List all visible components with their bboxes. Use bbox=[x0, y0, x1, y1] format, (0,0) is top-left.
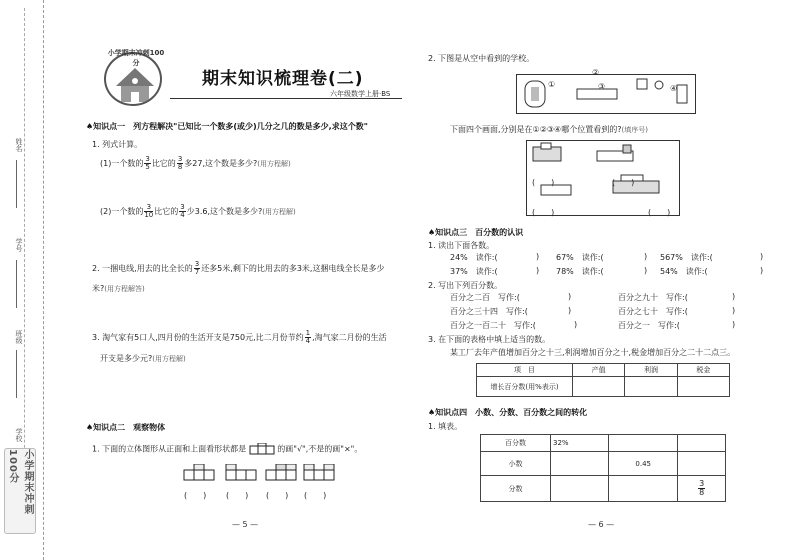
table-header-cell: 税金 bbox=[677, 364, 729, 377]
read-item: 54% 读作:( bbox=[660, 267, 708, 276]
table-header-cell: 产值 bbox=[573, 364, 625, 377]
answer-blank[interactable]: ) bbox=[568, 306, 572, 315]
map-label-1: ① bbox=[548, 80, 556, 89]
q1-intro: 1. 列式计算。 bbox=[92, 140, 143, 149]
class-label: 班级 bbox=[15, 330, 23, 344]
page-subtitle: 六年级数学上册·BS bbox=[330, 90, 391, 98]
table-row bbox=[481, 435, 726, 452]
cube-figure-3-icon bbox=[262, 464, 302, 488]
section-1-title: ♠知识点一 列方程解决"已知比一个数多(或少)几分之几的数是多少,求这个数" bbox=[86, 122, 368, 131]
map-label-2: ② bbox=[592, 68, 600, 77]
title-rule bbox=[170, 98, 402, 99]
page-number-left: — 5 — bbox=[232, 520, 259, 529]
s3-q3-text: 某工厂去年产值增加百分之十三,利润增加百分之十,税金增加百分之二十二点三。 bbox=[450, 348, 736, 357]
answer-blank[interactable]: ( ) bbox=[532, 178, 555, 187]
q3-line2: 开支是多少元?(用方程解) bbox=[100, 354, 186, 363]
read-item: 37% 读作:( bbox=[450, 267, 498, 276]
answer-cell[interactable] bbox=[677, 377, 729, 397]
answer-blank[interactable]: ( ) bbox=[304, 491, 327, 500]
fraction: $\frac{3}{4}$ bbox=[180, 203, 185, 219]
map-label-3: ③ bbox=[598, 82, 606, 91]
answer-cell[interactable] bbox=[573, 377, 625, 397]
table-cell bbox=[678, 476, 726, 502]
answer-blank[interactable]: ( ) bbox=[648, 208, 671, 217]
read-item: 567% 读作:( bbox=[660, 253, 713, 262]
write-item: 百分之一 写作:( bbox=[618, 321, 680, 330]
read-item: 24% 读作:( bbox=[450, 253, 498, 262]
answer-blank[interactable]: ) bbox=[644, 252, 648, 261]
answer-blank[interactable]: ) bbox=[644, 266, 648, 275]
answer-blank[interactable]: ( ) bbox=[266, 491, 289, 500]
s2-q1: 1. 下面的立体图形从正面和上面看形状都是 的画"√",不是的画"×"。 bbox=[92, 444, 363, 454]
q1-2: (2)一个数的 $\frac{3}{10}$ 比它的 $\frac{3}{4}$ 少3.6,这个数是多少?(用方程解) bbox=[100, 203, 296, 219]
answer-blank[interactable]: ) bbox=[536, 252, 540, 261]
table-row bbox=[481, 476, 726, 502]
table-cell: 0.45 bbox=[609, 452, 678, 476]
section-3-title: ♠知识点三 百分数的认识 bbox=[428, 228, 524, 237]
write-item: 百分之三十四 写作:( bbox=[450, 307, 528, 316]
fraction: $\frac{1}{4}$ bbox=[305, 329, 311, 345]
cube-figure-1-icon bbox=[180, 464, 220, 488]
section-bullet-icon: ♠ bbox=[428, 228, 436, 237]
answer-cell[interactable] bbox=[609, 435, 678, 452]
section-bullet-icon: ♠ bbox=[86, 122, 94, 131]
answer-cell[interactable] bbox=[609, 476, 678, 502]
q2: 2. 一捆电线,用去的比全长的 $\frac{3}{7}$ 还多5米,剩下的比用去的多3米,这捆电线全长是多少 bbox=[92, 260, 385, 276]
section-4-title: ♠知识点四 小数、分数、百分数之间的转化 bbox=[428, 408, 588, 417]
answer-blank[interactable]: ) bbox=[536, 266, 540, 275]
s3-q1: 1. 读出下面各数。 bbox=[428, 241, 495, 250]
table-header-cell: 百分数 bbox=[481, 435, 551, 452]
answer-blank[interactable]: ( ) bbox=[612, 178, 635, 187]
table-header-cell: 分数 bbox=[481, 476, 551, 502]
shape-three-squares-icon bbox=[249, 443, 275, 455]
page-number-right: — 6 — bbox=[588, 520, 615, 529]
logo-text: 小学期末冲刺100分 bbox=[107, 49, 165, 67]
name-blank bbox=[16, 160, 17, 208]
section-bullet-icon: ♠ bbox=[86, 423, 94, 432]
conversion-table bbox=[480, 434, 726, 502]
r-q2-question: 下面四个画面,分别是在①②③④哪个位置看到的?(填序号) bbox=[450, 125, 648, 134]
school-label: 学校 bbox=[15, 428, 23, 442]
name-label: 姓名 bbox=[15, 138, 23, 152]
answer-blank[interactable]: ) bbox=[732, 320, 736, 329]
answer-blank[interactable]: ) bbox=[732, 306, 736, 315]
answer-blank[interactable]: ) bbox=[760, 252, 764, 261]
fraction: $\frac{3}{7}$ bbox=[194, 260, 200, 276]
answer-cell[interactable] bbox=[625, 377, 677, 397]
answer-cell[interactable] bbox=[551, 476, 609, 502]
cube-figure-2-icon bbox=[222, 464, 262, 488]
answer-cell[interactable] bbox=[678, 435, 726, 452]
cube-figure-4-icon bbox=[300, 464, 340, 488]
table-row bbox=[477, 364, 730, 377]
answer-cell[interactable] bbox=[678, 452, 726, 476]
q2-line2: 米?(用方程解答) bbox=[92, 284, 145, 293]
table-cell: 32% bbox=[551, 435, 609, 452]
answer-blank[interactable]: ) bbox=[760, 266, 764, 275]
read-item: 67% 读作:( bbox=[556, 253, 604, 262]
student-no-blank bbox=[16, 260, 17, 308]
q1-1: (1)一个数的 $\frac{3}{5}$ 比它的 $\frac{3}{8}$ 多27,这个数是多少?(用方程解) bbox=[100, 155, 291, 171]
fraction: $\frac{3}{5}$ bbox=[145, 155, 150, 171]
write-item: 百分之二百 写作:( bbox=[450, 293, 520, 302]
q3: 3. 淘气家有5口人,四月份的生活开支是750元,比二月份节约 $\frac{1}{4}$ ,淘气家二月份的生活 bbox=[92, 329, 387, 345]
section-2-title: ♠知识点二 观察物体 bbox=[86, 423, 166, 432]
table-header-cell: 小数 bbox=[481, 452, 551, 476]
answer-blank[interactable]: ) bbox=[574, 320, 578, 329]
answer-blank[interactable]: ( ) bbox=[226, 491, 249, 500]
answer-blank[interactable]: ) bbox=[568, 292, 572, 301]
fraction: $\frac{3}{8}$ bbox=[177, 155, 183, 171]
s3-q2: 2. 写出下列百分数。 bbox=[428, 281, 503, 290]
table-row bbox=[477, 377, 730, 397]
growth-table bbox=[476, 363, 730, 397]
table-cell: 增长百分数(用%表示) bbox=[477, 377, 573, 397]
s3-q3: 3. 在下面的表格中填上适当的数。 bbox=[428, 335, 551, 344]
table-row bbox=[481, 452, 726, 476]
map-label-4: ④ bbox=[670, 84, 678, 93]
table-header-cell: 项 目 bbox=[477, 364, 573, 377]
answer-blank[interactable]: ) bbox=[732, 292, 736, 301]
read-item: 78% 读作:( bbox=[556, 267, 604, 276]
r-q2-intro: 2. 下图是从空中看到的学校。 bbox=[428, 54, 535, 63]
fraction: $\frac{3}{8}$ bbox=[699, 479, 705, 497]
table-header-cell: 利润 bbox=[625, 364, 677, 377]
page-title: 期末知识梳理卷(二) bbox=[202, 69, 364, 89]
student-no-label: 学号 bbox=[15, 238, 23, 252]
answer-cell[interactable] bbox=[551, 452, 609, 476]
write-item: 百分之一百二十 写作:( bbox=[450, 321, 536, 330]
brand-badge: 小学期末冲刺100分 bbox=[4, 448, 36, 534]
s4-q1: 1. 填表。 bbox=[428, 422, 463, 431]
answer-blank[interactable]: ( ) bbox=[532, 208, 555, 217]
write-item: 百分之七十 写作:( bbox=[618, 307, 688, 316]
write-item: 百分之九十 写作:( bbox=[618, 293, 688, 302]
answer-blank[interactable]: ( ) bbox=[184, 491, 207, 500]
fraction: $\frac{3}{10}$ bbox=[144, 203, 154, 219]
section-bullet-icon: ♠ bbox=[428, 408, 436, 417]
school-map bbox=[516, 74, 696, 114]
class-blank bbox=[16, 350, 17, 398]
